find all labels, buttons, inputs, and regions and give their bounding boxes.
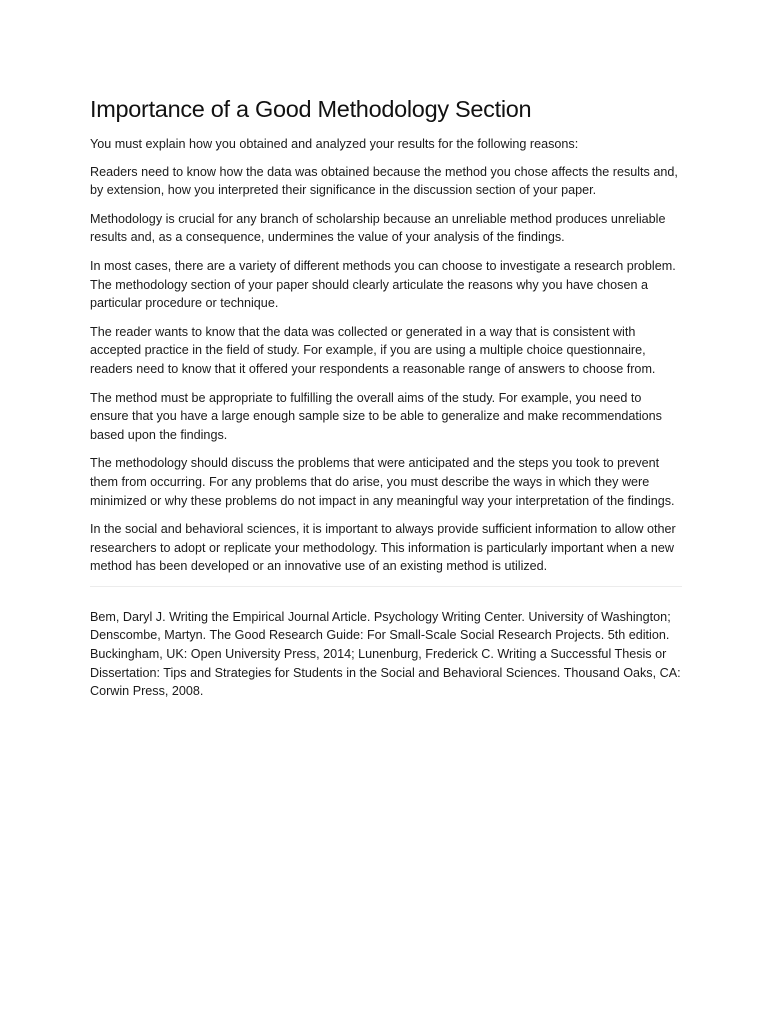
reason-paragraph-4: The reader wants to know that the data was collected or generated in a way that is consistent with accepted practice in the field of study. For example, if you are using a multiple choice questionnaire, readers need to know that it offered your respondents a reasonable range of answers to choose from. [90, 324, 656, 376]
references-paragraph: Bem, Daryl J. Writing the Empirical Journal Article. Psychology Writing Center. University of Washington; Denscombe, Martyn. The Good Research Guide: For Small-Scale Social Research Projects. 5th edition. Buckingham, UK: Open University Press, 2014; Lunenburg, Frederick C. Writing a Successful Thesis or Dissertation: Tips and Strategies for Students in the Social and Behavioral Sciences. Thousand Oaks, CA: Corwin Press, 2008. [90, 609, 681, 699]
reason-paragraph-5: The method must be appropriate to fulfilling the overall aims of the study. For example, you need to ensure that you have a large enough sample size to be able to generalize and make recommendations based upon the findings. [90, 390, 662, 442]
reason-paragraph-2: Methodology is crucial for any branch of scholarship because an unreliable method produces unreliable results and, as a consequence, undermines the value of your analysis of the findings. [90, 211, 666, 245]
reason-paragraph-1: Readers need to know how the data was obtained because the method you chose affects the results and, by extension, how you interpreted their significance in the discussion section of your paper. [90, 164, 678, 198]
reason-paragraph-3: In most cases, there are a variety of different methods you can choose to investigate a research problem. The methodology section of your paper should clearly articulate the reasons why you have chosen a particular procedure or technique. [90, 258, 676, 311]
document-page [90, 94, 682, 701]
intro-paragraph: You must explain how you obtained and analyzed your results for the following reasons: [90, 137, 579, 151]
section-divider [90, 586, 682, 587]
page-title: Importance of a Good Methodology Section [90, 96, 532, 122]
reason-paragraph-7: In the social and behavioral sciences, it is important to always provide sufficient information to allow other researchers to adopt or replicate your methodology. This information is particularly important when a new method has been developed or an innovative use of an existing method is utilized. [90, 522, 676, 574]
reason-paragraph-6: The methodology should discuss the problems that were anticipated and the steps you took to prevent them from occurring. For any problems that do arise, you must describe the ways in which they were minimized or why these problems do not impact in any meaningful way your interpretation of the findings. [90, 456, 675, 508]
